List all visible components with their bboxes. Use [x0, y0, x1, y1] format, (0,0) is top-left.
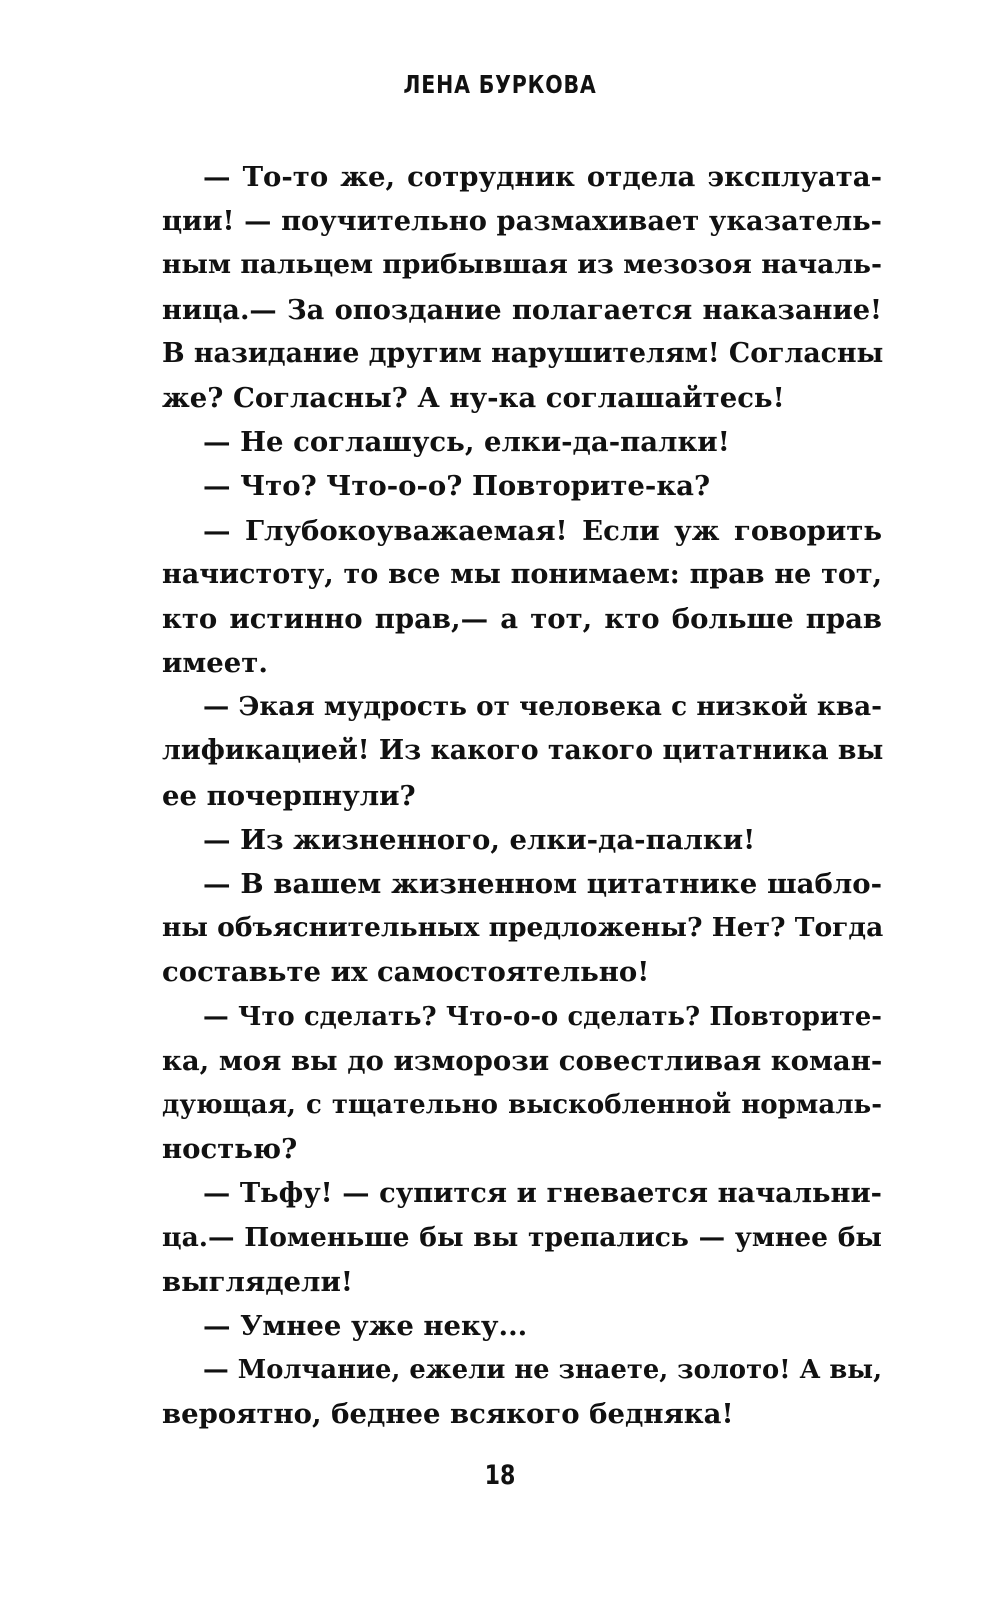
- text-line: — Что? Что-о-о? Повторите-ка?: [203, 470, 711, 503]
- text-line: — То-то же, сотрудник отдела эксплуата-: [203, 161, 882, 193]
- text-line: ее почерпнули?: [162, 779, 416, 812]
- text-line: — Молчание, ежели не знаете, золото! А вы,: [203, 1355, 883, 1386]
- text-line: кто истинно прав,— а тот, кто больше прав: [162, 602, 882, 635]
- text-line: вероятно, беднее всякого бедняка!: [162, 1398, 734, 1431]
- text-line: ции! — поучительно размахивает указатель-: [162, 205, 882, 238]
- text-line: выглядели!: [162, 1265, 353, 1298]
- text-line: начистоту, то все мы понимаем: прав не тот,: [162, 558, 882, 590]
- text-line: — Экая мудрость от человека с низкой ква-: [203, 691, 882, 723]
- text-line: ностью?: [162, 1133, 298, 1166]
- text-line: имеет.: [162, 647, 268, 680]
- text-line: ница.— За опоздание полагается наказание!: [162, 293, 882, 326]
- text-line: ка, моя вы до изморози совестливая коман-: [162, 1044, 883, 1077]
- text-line: лификацией! Из какого такого цитатника вы: [162, 735, 884, 767]
- text-line: ным пальцем прибывшая из мезозоя началь-: [162, 249, 882, 281]
- text-line: — Тьфу! — супится и гневается начальни-: [203, 1177, 882, 1210]
- text-line: же? Согласны? А ну-ка соглашайтесь!: [162, 381, 785, 414]
- text-line: — Не соглашусь, елки-да-палки!: [203, 426, 730, 459]
- body-text: [162, 155, 882, 1436]
- text-line: — Что сделать? Что-о-о сделать? Повторите-: [203, 1001, 882, 1032]
- text-line: дующая, с тщательно выскобленной нормаль-: [162, 1089, 882, 1120]
- page-number: 18: [484, 1460, 516, 1491]
- text-line: — В вашем жизненном цитатнике шабло-: [203, 868, 882, 900]
- text-line: — Умнее уже неку...: [203, 1309, 528, 1342]
- running-head-author: ЛЕНА БУРКОВА: [403, 70, 597, 99]
- text-line: составьте их самостоятельно!: [162, 956, 650, 989]
- text-line: В назидание другим нарушителям! Согласны: [162, 337, 884, 369]
- text-line: — Глубокоуважаемая! Если уж говорить: [203, 514, 882, 547]
- text-line: — Из жизненного, елки-да-палки!: [203, 823, 756, 856]
- text-line: ца.— Поменьше бы вы трепались — умнее бы: [162, 1221, 882, 1253]
- text-line: ны объяснительных предложены? Нет? Тогда: [162, 912, 884, 944]
